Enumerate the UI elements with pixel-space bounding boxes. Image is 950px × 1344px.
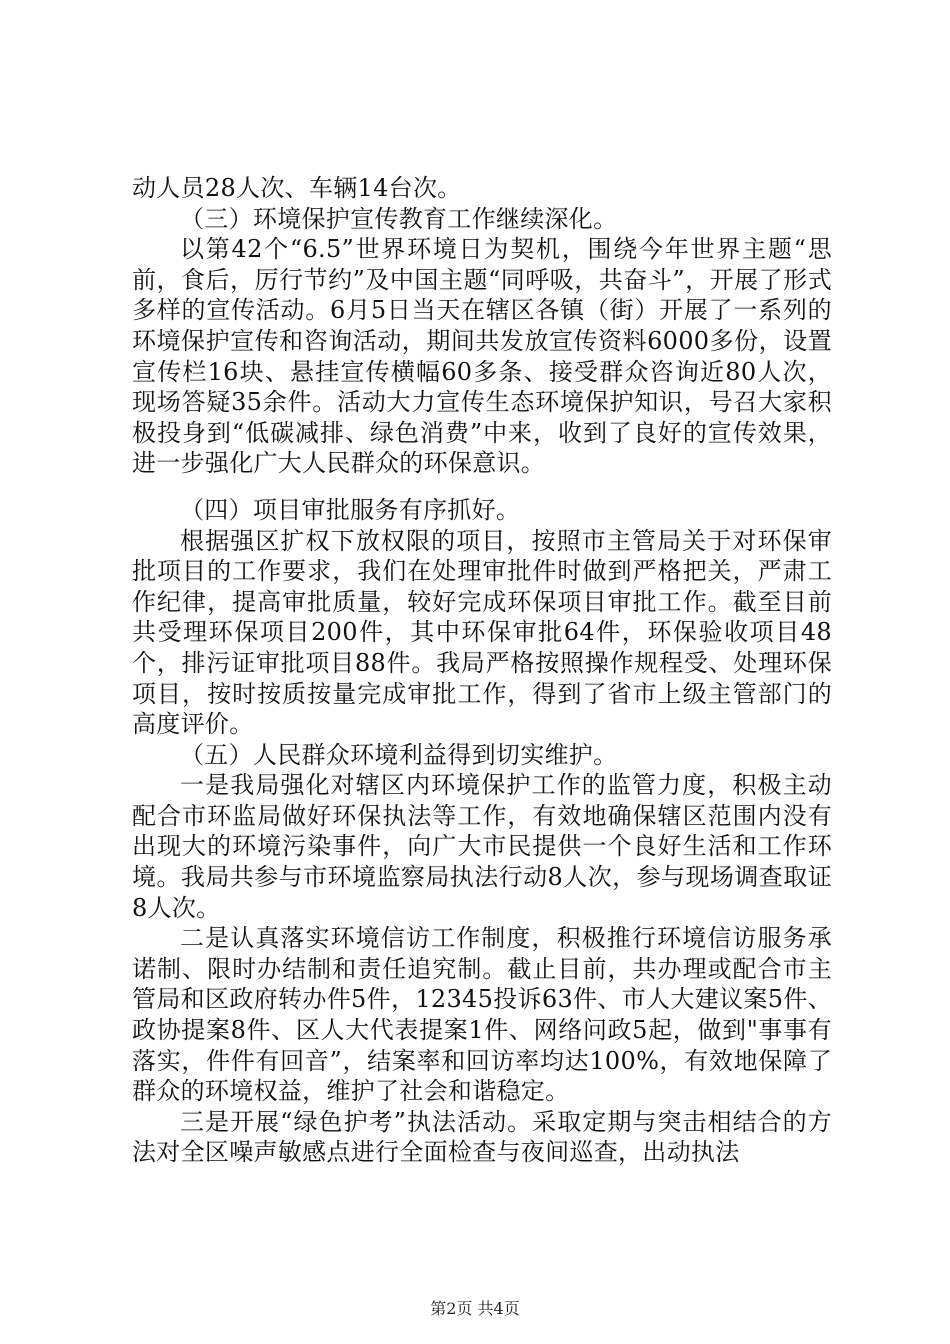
paragraph-publicity: 以第42个“6.5”世界环境日为契机，围绕今年世界主题“思前，食后，厉行节约”及中国主题“同呼吸，共奋斗”，开展了形式多样的宣传活动。6月5日当天在辖区各镇（街）开展了一系列的环境保护宣传和咨询活动，期间共发放宣传资料6000多份，设置宣传栏16块、悬挂宣传横幅60多条、接受群众咨询近80人次，现场答疑35余件。活动大力宣传生态环境保护知识，号召大家积极投身到“低碳减排、绿色消费”中来，收到了良好的宣传效果，进一步强化广大人民群众的环保意识。 — [132, 235, 832, 478]
paragraph-supervision: 一是我局强化对辖区内环境保护工作的监管力度，积极主动配合市环监局做好环保执法等工作，有效地确保辖区范围内没有出现大的环境污染事件，向广大市民提供一个良好生活和工作环境。我局共参与市环境监察局执法行动8人次，参与现场调查取证8人次。 — [132, 771, 832, 922]
paragraph-exam-protection: 三是开展“绿色护考”执法活动。采取定期与突击相结合的方法对全区噪声敏感点进行全面检查与夜间巡查，出动执法 — [132, 1107, 832, 1167]
page-number-footer: 第2页 共4页 — [430, 1299, 520, 1318]
paragraph-petition: 二是认真落实环境信访工作制度，积极推行环境信访服务承诺制、限时办结制和责任追究制。截止目前，共办理或配合市主管局和区政府转办件5件，12345投诉63件、市人大建议案5件、政协提案8件、区人大代表提案1件、网络问政5起，做到"事事有落实，件件有回音”，结案率和回访率均达100%，有效地保障了群众的环境权益，维护了社会和谐稳定。 — [132, 924, 832, 1106]
section-heading-4: （四）项目审批服务有序抓好。 — [180, 495, 521, 524]
section-heading-5: （五）人民群众环境利益得到切实维护。 — [180, 740, 618, 769]
paragraph-approval: 根据强区扩权下放权限的项目，按照市主管局关于对环保审批项目的工作要求，我们在处理审批件时做到严格把关，严肃工作纪律，提高审批质量，较好完成环保项目审批工作。截至目前共受理环保项目200件，其中环保审批64件，环保验收项目48个，排污证审批项目88件。我局严格按照操作规程受、处理环保项目，按时按质按量完成审批工作，得到了省市上级主管部门的高度评价。 — [132, 526, 832, 739]
paragraph-continuation: 动人员28人次、车辆14台次。 — [132, 174, 462, 202]
document-body — [132, 173, 832, 1168]
section-heading-3: （三）环境保护宣传教育工作继续深化。 — [180, 204, 618, 233]
